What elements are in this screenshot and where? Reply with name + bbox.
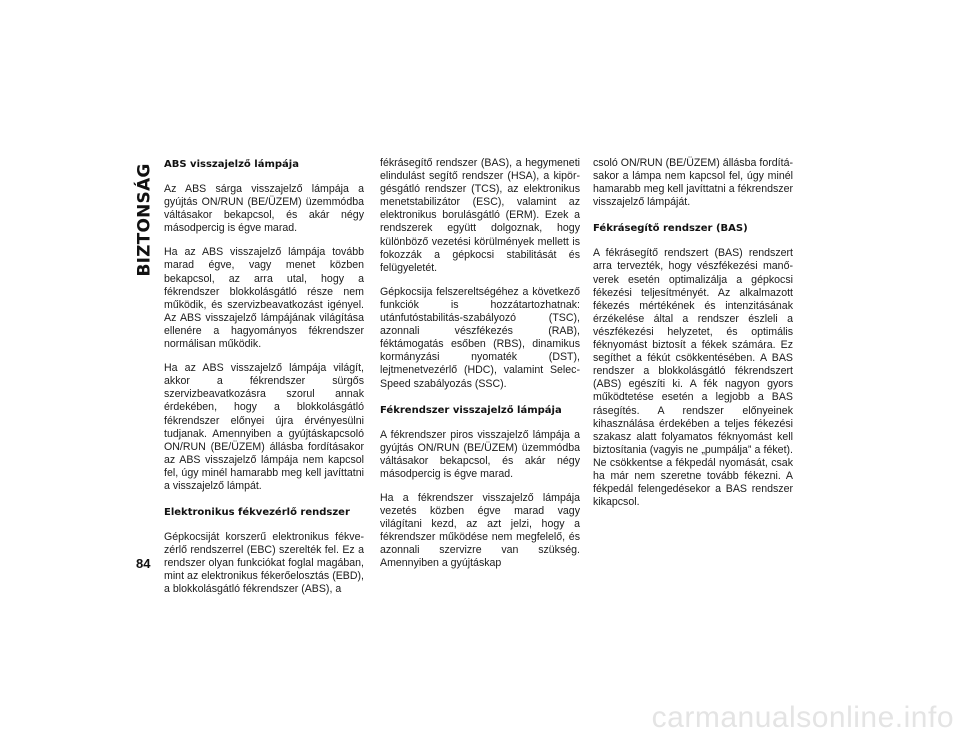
section-side-tab-label: BIZTONSÁG	[135, 162, 156, 277]
section-side-tab	[132, 161, 158, 278]
body-paragraph: fékrásegítő rendszer (BAS), a hegymeneti elindulást segítő rendszer (HSA), a kipörgésgátló rendszer (TCS), az elektronikus menetstabilizátor (ESC), valamint az elektronikus borulásgátló (ERM). Ezek a rendszerek együtt dolgoznak, hogy különböző vezetési körülmények mellett is fokozzák a gépkocsi stabilitását és felügyeletét.	[380, 157, 580, 274]
section-heading: ABS visszajelző lámpája	[164, 159, 299, 170]
body-paragraph: Gépkocsija felszereltségéhez a következő funkciók is hozzátartozhatnak: utánfutóstabilitás-szabályozó (TSC), azonnali vészfékezés (RAB), féktámogatás esőben (RBS), dinamikus kormányzási nyomaték (DST), lejtmenetvezérlő (HDC), valamint Selec-Speed szabályozás (SSC).	[380, 285, 580, 390]
section-heading: Fékrásegítő rendszer (BAS)	[593, 223, 748, 235]
body-paragraph: Ha az ABS visszajelző lámpája tovább marad égve, vagy menet közben bekapcsol, az arra utal, hogy a fékrendszer blokkolásgátló része nem működik, és szervizbeavatkozást igényel. Az ABS visszajelző lámpájának világítása ellenére a hagyományos fékrendszer normálisan működik.	[164, 246, 364, 351]
section-heading: Elektronikus fékvezérlő rendszer	[164, 507, 350, 519]
body-paragraph: Az ABS sárga visszajelző lámpája a gyújtás ON/RUN (BE/ÜZEM) üzemmódba váltásakor bekapcsol, és akár négy másodpercig is égve marad.	[164, 183, 364, 235]
text-column-3	[593, 157, 793, 520]
page-number: 84	[136, 556, 151, 571]
text-column-1	[164, 158, 364, 608]
watermark-text: carmanualsonline.info	[651, 701, 954, 734]
body-paragraph: Ha az ABS visszajelző lámpája világít, akkor a fékrendszer sürgős szervizbeavatkozásra szorul annak érdekében, hogy a blokkolásgátló fékrendszer előnyei újra érvényesülni tudjanak. Amennyiben a gyújtáskapcsoló ON/RUN (BE/ÜZEM) állásba fordításakor az ABS visszajelző lámpája nem kapcsol fel, úgy minél hamarabb meg kell javíttatni a visszajelző lámpát.	[164, 362, 364, 492]
body-paragraph: Ha a fékrendszer visszajelző lámpája vezetés közben égve marad vagy világítani kezd, az azt jelzi, hogy a fékrendszer működése nem megfelelő, és azonnali szervizre van szükség. Amennyiben a gyújtáskap	[380, 491, 580, 570]
section-heading: Fékrendszer visszajelző lámpája	[380, 404, 562, 416]
body-paragraph: A fékrendszer piros visszajelző lámpája a gyújtás ON/RUN (BE/ÜZEM) üzemmódba váltásakor bekapcsol, és akár négy másodpercig is égve marad.	[380, 428, 580, 480]
body-paragraph: csoló ON/RUN (BE/ÜZEM) állásba fordításakor a lámpa nem kapcsol fel, úgy minél hamarabb meg kell javíttatni a fékrendszer visszajelző lámpáját.	[593, 157, 793, 209]
body-paragraph: A fékrásegítő rendszert (BAS) rendszert arra tervezték, hogy vészfékezési manőverek esetén optimalizálja a gépkocsi fékezési teljesítményét. Az alkalmazott fékezés mértékének és intenzitásának érzékelése által a rendszer észleli a vészfékezési helyzetet, és optimális féknyomást biztosít a fékek számára. Ez segíthet a fékút csökkentésében. A BAS rendszer a blokkolásgátló fékrendszert (ABS) egészíti ki. A fék nagyon gyors működtetése esetén a legjobb a BAS rásegítés. A rendszer előnyeinek kihasználása érdekében a teljes fékezési szakasz alatt folyamatos féknyomást kell biztosítania (vagyis ne „pumpálja” a féket). Ne csökkentse a fékpedál nyomását, csak ha már nem szeretne tovább fékezni. A fékpedál felengedésekor a BAS rendszer kikapcsol.	[593, 247, 793, 509]
body-paragraph: Gépkocsiját korszerű elektronikus fékvezérlő rendszerrel (EBC) szerelték fel. Ez a rendszer olyan funkciókat foglal magában, mint az elektronikus fékerőelosztás (EBD), a blokkolásgátló fékrendszer (ABS), a	[164, 531, 364, 596]
text-column-2	[380, 157, 580, 582]
